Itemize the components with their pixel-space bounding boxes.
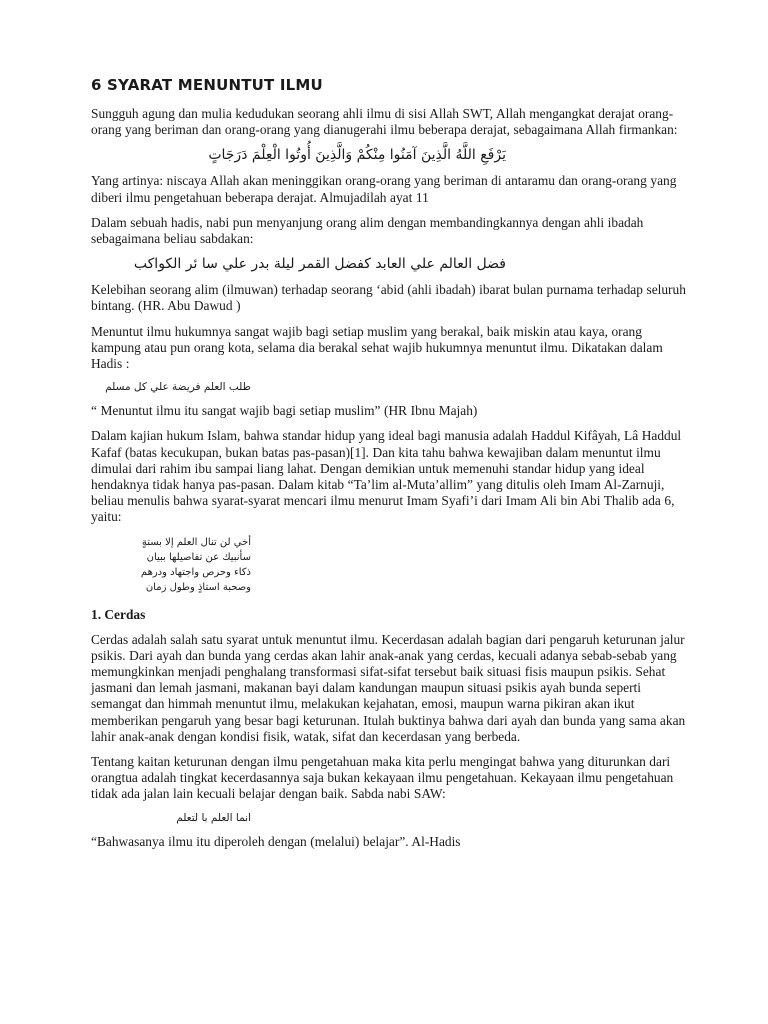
paragraph-cerdas: Cerdas adalah salah satu syarat untuk menuntut ilmu. Kecerdasan adalah bagian dari pengaruh keturunan jalur psikis. Dari ayah dan bunda yang cerdas akan lahir anak-anak yang cerdas, kecuali adanya sebab-sebab yang memungkinkan menjadi penghalang transformasi sifat-sifat tersebut baik situasi fisis maupun psikis. Sehat jasmani dan lemah jasmani, makanan bayi dalam kandungan maupun situasi psikis ayah bunda seperti semangat dan himmah menuntut ilmu, melakukan kejahatan, emosi, maupun warna pikiran akan ikut memberikan pengaruh yang besar bagi keturunan. Itulah buktinya bahwa dari ayah dan bunda yang sama akan lahir anak-anak dengan kondisi fisik, watak, sifat dan kecerdasan yang berbeda. xyxy=(91,631,686,744)
section-heading-cerdas: 1. Cerdas xyxy=(91,606,146,622)
paragraph-hadith-translation: Kelebihan seorang alim (ilmuwan) terhadap seorang ‘abid (ahli ibadah) ibarat bulan purnama terhadap seluruh bintang. (HR. Abu Dawud ) xyxy=(91,282,686,314)
arabic-hadith-obligation: طلب العلم فريضة علي كل مسلم xyxy=(105,381,251,394)
poem-line: ذكاء وحرص واجتهاد ودرهم xyxy=(140,566,251,578)
paragraph-obligation: Menuntut ilmu hukumnya sangat wajib bagi setiap muslim yang berakal, baik miskin atau kaya, orang kampung atau pun orang kota, selama dia berakal sehat wajib hukumnya menuntut ilmu. Dikatakan dalam Hadis : xyxy=(91,323,663,372)
arabic-hadith-alim: فضل العالم علي العابد كفضل القمر ليلة بدر علي سا ئر الكواكب xyxy=(133,256,506,273)
paragraph-heredity: Tentang kaitan keturunan dengan ilmu pengetahuan maka kita perlu mengingat bahwa yang diturunkan dari orangtua adalah tingkat kecerdasannya saja bukan kekayaan ilmu pengetahuan. Kekayaan ilmu pengetahuan tidak ada jalan lain kecuali belajar dengan baik. Sabda nabi SAW: xyxy=(91,754,674,802)
paragraph-verse-translation: Yang artinya: niscaya Allah akan meninggikan orang-orang yang beriman di antaramu dan orang-orang yang diberi ilmu pengetahuan beberapa derajat. Almujadilah ayat 11 xyxy=(91,173,677,205)
paragraph-islamic-law: Dalam kajian hukum Islam, bahwa standar hidup yang ideal bagi manusia adalah Haddul Kifâyah, Lâ Haddul Kafaf (batas kecukupan, bukan batas pas-pasan)[1]. Dan kita tahu bahwa kewajiban dalam menuntut ilmu dimulai dari rahim ibu sampai liang lahat. Dengan demikian untuk memenuhi standar hidup yang ideal hendaknya tidak hanya pas-pasan. Dalam kitab “Ta’lim al-Muta’allim” yang ditulis oleh Imam Al-Zarnuji, beliau menulis bahwa syarat-syarat mencari ilmu menurut Imam Syafi’i dari Imam Ali bin Abi Thalib ada 6, yaitu: xyxy=(91,428,682,525)
arabic-verse-mujadilah: يَرْفَعِ اللَّهُ الَّذِينَ آمَنُوا مِنْكُمْ وَالَّذِينَ أُوتُوا الْعِلْمَ دَرَجَاتٍ xyxy=(208,147,506,164)
paragraph-intro: Sungguh agung dan mulia kedudukan seorang ahli ilmu di sisi Allah SWT, Allah mengangkat derajat orang-orang yang beriman dan orang-orang yang dianugerahi ilmu beberapa derajat, sebagaimana Allah firmankan: xyxy=(91,106,678,138)
paragraph-hadith-intro: Dalam sebuah hadis, nabi pun menyanjung orang alim dengan membandingkannya dengan ahli ibadah sebagaimana beliau sabdakan: xyxy=(91,214,644,247)
arabic-poem xyxy=(91,535,251,595)
document-page xyxy=(91,76,691,859)
poem-line: سأنبيك عن تفاصيلها ببيان xyxy=(146,551,251,563)
arabic-hadith-learning: انما العلم با لتعلم xyxy=(176,811,251,824)
poem-line: أخي لن تنال العلم إلا بستةٍ xyxy=(141,536,251,548)
paragraph-obligation-translation: “ Menuntut ilmu itu sangat wajib bagi setiap muslim” (HR Ibnu Majah) xyxy=(91,403,478,419)
paragraph-learning-translation: “Bahwasanya ilmu itu diperoleh dengan (melalui) belajar”. Al-Hadis xyxy=(91,833,461,849)
poem-line: وصحبة استاذٍ وطول زمان xyxy=(145,581,251,593)
document-title: 6 SYARAT MENUNTUT ILMU xyxy=(91,76,323,94)
